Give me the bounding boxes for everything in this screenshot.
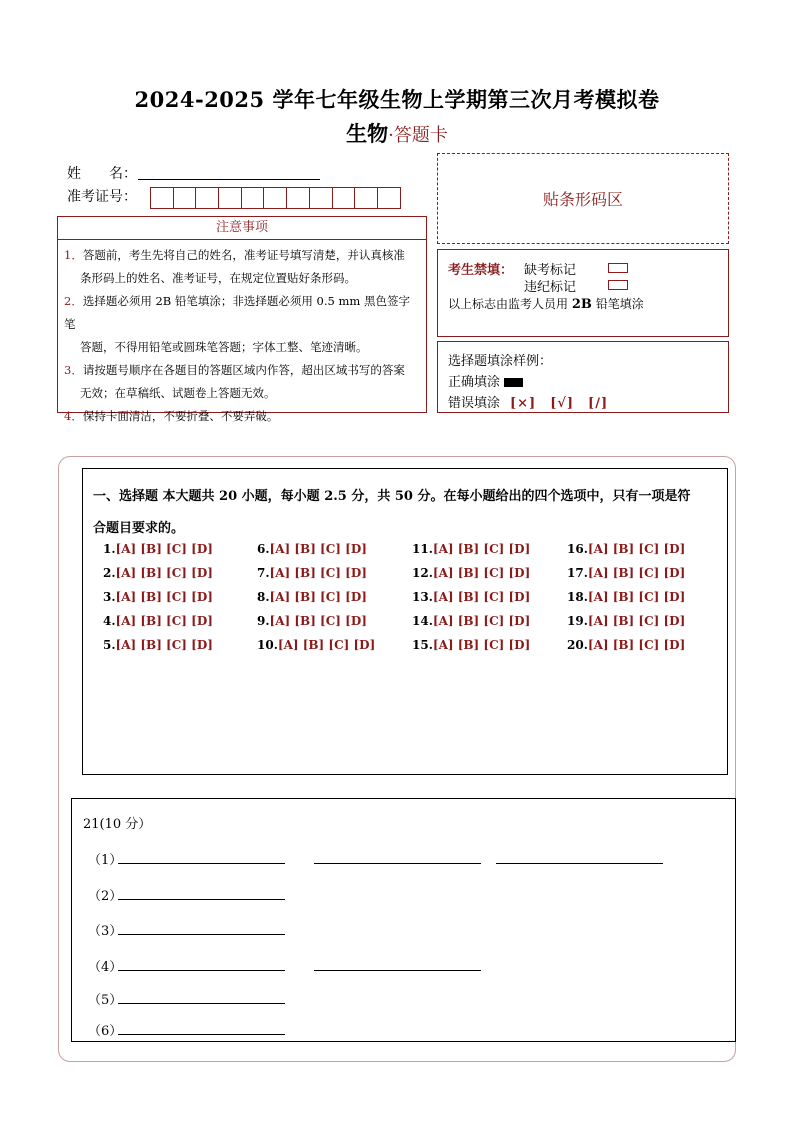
choice-question-row[interactable] [412, 542, 530, 556]
answer-options[interactable]: [A] [B] [C] [D] [115, 566, 213, 580]
exam-id-box[interactable] [354, 187, 378, 209]
question-number: 2. [103, 566, 116, 580]
choice-question-row[interactable] [103, 590, 213, 604]
question-number: 4. [103, 614, 116, 628]
choice-question-row[interactable] [103, 566, 213, 580]
forbidden-note: 以上标志由监考人员用 2B 铅笔填涂 [448, 297, 644, 312]
notice-item: 4．保持卡面清洁，不要折叠、不要弄破。 [64, 409, 279, 423]
exam-id-box[interactable] [150, 187, 174, 209]
answer-options[interactable]: [A] [B] [C] [D] [432, 542, 531, 556]
part-label: （4） [88, 960, 123, 975]
choice-question-row[interactable] [103, 614, 213, 628]
exam-id-box[interactable] [173, 187, 197, 209]
answer-options[interactable]: [A] [B] [C] [D] [269, 590, 367, 604]
answer-options[interactable]: [A] [B] [C] [D] [115, 638, 213, 652]
notice-item: 1．答题前，考生先将自己的姓名，准考证号填写清楚，并认真核准 [64, 248, 405, 262]
question-number: 13. [412, 590, 433, 604]
choice-question-row[interactable] [412, 638, 530, 652]
question-number: 9. [257, 614, 270, 628]
question-number: 10. [257, 638, 278, 652]
part-label: （6） [88, 1024, 123, 1039]
exam-id-box[interactable] [195, 187, 219, 209]
question-number: 7. [257, 566, 270, 580]
answer-options[interactable]: [A] [B] [C] [D] [269, 614, 367, 628]
choice-question-row[interactable] [103, 542, 213, 556]
choice-question-row[interactable] [412, 566, 530, 580]
answer-options[interactable]: [A] [B] [C] [D] [587, 590, 686, 604]
answer-line[interactable] [314, 970, 481, 971]
choice-question-row[interactable] [257, 542, 367, 556]
question-number: 17. [567, 566, 588, 580]
page-subtitle [0, 118, 794, 148]
exam-id-label: 准考证号： [67, 189, 137, 205]
answer-options[interactable]: [A] [B] [C] [D] [587, 614, 686, 628]
answer-line[interactable] [118, 1003, 285, 1004]
answer-options[interactable]: [A] [B] [C] [D] [432, 566, 531, 580]
answer-line[interactable] [118, 863, 285, 864]
part-label: （2） [88, 889, 123, 904]
exam-id-box[interactable] [286, 187, 310, 209]
question-number: 8. [257, 590, 270, 604]
choice-instructions: 一、选择题 本大题共 20 小题，每小题 2.5 分，共 50 分。在每小题给出的四个选项中，只有一项是符 合题目要求的。 [93, 489, 691, 536]
wrong-fill-row: 错误填涂 [×] [√] [/] [448, 396, 609, 411]
question-number: 1. [103, 542, 116, 556]
answer-options[interactable]: [A] [B] [C] [D] [587, 638, 686, 652]
notice-item-cont: 条形码上的姓名、准考证号，在规定位置贴好条形码。 [80, 271, 356, 285]
choice-section [82, 468, 728, 775]
fill-sample-box [437, 341, 729, 413]
forbidden-box [437, 249, 729, 337]
notice-box [57, 216, 427, 423]
fill-sample-heading: 选择题填涂样例： [448, 354, 553, 369]
choice-question-row[interactable] [412, 614, 530, 628]
exam-id-boxes[interactable] [151, 187, 401, 209]
answer-options[interactable]: [A] [B] [C] [D] [587, 542, 686, 556]
violation-label: 违纪标记 [524, 280, 577, 295]
choice-question-row[interactable] [257, 614, 367, 628]
question-21-title: 21(10 分） [83, 817, 152, 832]
answer-options[interactable]: [A] [B] [C] [D] [277, 638, 376, 652]
absent-mark-box[interactable] [608, 263, 628, 273]
absent-label: 缺考标记 [524, 263, 577, 278]
exam-id-box[interactable] [309, 187, 333, 209]
name-label: 姓 名： [67, 166, 137, 182]
answer-line[interactable] [118, 899, 285, 900]
violation-mark-box[interactable] [608, 280, 628, 290]
question-number: 3. [103, 590, 116, 604]
answer-options[interactable]: [A] [B] [C] [D] [432, 614, 531, 628]
short-answer-section [71, 798, 736, 1042]
question-number: 12. [412, 566, 433, 580]
part-label: （5） [88, 993, 123, 1008]
forbidden-label: 考生禁填： [448, 263, 514, 278]
question-number: 6. [257, 542, 270, 556]
exam-id-box[interactable] [218, 187, 242, 209]
answer-options[interactable]: [A] [B] [C] [D] [587, 566, 686, 580]
choice-question-row[interactable] [257, 566, 367, 580]
subject-label: 生物 [346, 121, 389, 146]
question-number: 16. [567, 542, 588, 556]
answer-line[interactable] [118, 1034, 285, 1035]
answer-line[interactable] [496, 863, 663, 864]
correct-fill-row: 正确填涂 [448, 371, 523, 390]
choice-question-row[interactable] [567, 614, 685, 628]
answer-options[interactable]: [A] [B] [C] [D] [115, 542, 213, 556]
answer-options[interactable]: [A] [B] [C] [D] [432, 638, 531, 652]
question-number: 11. [412, 542, 433, 556]
question-number: 19. [567, 614, 588, 628]
part-label: （1） [88, 853, 123, 868]
answer-line[interactable] [118, 970, 285, 971]
notice-item: 3．请按题号顺序在各题目的答题区域内作答，超出区域书写的答案 [64, 363, 405, 377]
answer-line[interactable] [314, 863, 481, 864]
answer-options[interactable]: [A] [B] [C] [D] [269, 542, 367, 556]
choice-question-row[interactable] [103, 638, 213, 652]
filled-mark-icon [504, 378, 523, 387]
question-number: 15. [412, 638, 433, 652]
notice-item-cont: 无效；在草稿纸、试题卷上答题无效。 [80, 386, 276, 400]
wrong-marks: [×] [√] [/] [510, 396, 609, 411]
name-field[interactable] [138, 179, 320, 180]
answer-line[interactable] [118, 934, 285, 935]
choice-question-row[interactable] [567, 542, 685, 556]
choice-question-row[interactable] [567, 638, 685, 652]
page-title: 2024-2025 学年七年级生物上学期第三次月考模拟卷 [134, 87, 660, 112]
answer-options[interactable]: [A] [B] [C] [D] [432, 590, 531, 604]
barcode-area: 贴条形码区 [437, 153, 729, 244]
notice-item: 2．选择题必须用 2B 铅笔填涂；非选择题必须用 0.5 mm 黑色签字笔 [64, 294, 410, 331]
choice-question-row[interactable] [412, 590, 530, 604]
answer-options[interactable]: [A] [B] [C] [D] [115, 614, 213, 628]
question-number: 18. [567, 590, 588, 604]
question-number: 5. [103, 638, 116, 652]
part-label: （3） [88, 924, 123, 939]
question-number: 14. [412, 614, 433, 628]
choice-question-row[interactable] [257, 638, 375, 652]
choice-question-row[interactable] [567, 566, 685, 580]
exam-id-box[interactable] [332, 187, 356, 209]
choice-question-row[interactable] [257, 590, 367, 604]
answer-options[interactable]: [A] [B] [C] [D] [269, 566, 367, 580]
notice-item-cont: 答题，不得用铅笔或圆珠笔答题；字体工整、笔迹清晰。 [80, 340, 368, 354]
card-label: ·答题卡 [388, 125, 448, 146]
exam-id-box[interactable] [241, 187, 265, 209]
exam-id-box[interactable] [377, 187, 401, 209]
question-number: 20. [567, 638, 588, 652]
choice-question-row[interactable] [567, 590, 685, 604]
answer-options[interactable]: [A] [B] [C] [D] [115, 590, 213, 604]
notice-heading: 注意事项 [58, 217, 426, 240]
exam-id-box[interactable] [263, 187, 287, 209]
